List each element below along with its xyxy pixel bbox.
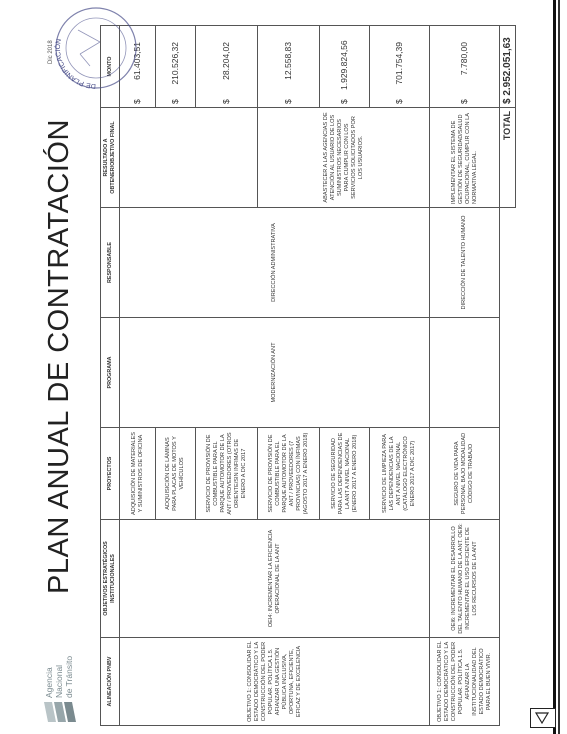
amount-value: 1.929.824,56 [339,40,349,90]
cell-objetivo: OEI6: INCREMENTAR EL DESARROLLO DEL TALENTO HUMANO DE LA ANT. OEI6: INCREMENTAR EL USO EFICIENTE DE LOS RECURSOS DE LA ANT [430,520,500,638]
currency-symbol: $ [132,99,142,104]
cell-monto [430,26,500,108]
cell-proyecto: SERVICIO DE LIMPIEZA PARA LAS DEPENDENCIAS DE LA ANT A NIVEL NACIONAL (CATÁLOGO ELECTRÓNICO ENERO 2017 A DIC 2017) [370,428,430,520]
header-alineacion: ALINEACIÓN PNBV [101,638,120,726]
currency-symbol: $ [283,99,293,104]
cell-responsable: DIRECCIÓN DE TALENTO HUMANO [430,208,500,318]
amount-value: 210.526,32 [170,42,180,85]
table-header-row [101,26,120,726]
total-row [500,26,516,726]
header-proyectos: PROYECTOS [101,428,120,520]
cell-monto [370,26,430,108]
amount-value: 12.558,83 [283,42,293,80]
agency-name-line1: Agencia [44,667,54,698]
cell-proyecto: SERVICIO DE PROVISIÓN DE COMBUSTIBLE PARA EL PARQUE AUTOMOTOR DE LA ANT / PROVEEDORES (OTROS ORIENTE/SIN INFIMAS DE ENERO A DIC 2017 [196,428,258,520]
cell-resultado: IMPLEMENTAR EL SISTEMA DE GESTIÓN DE SEGURIDAD/SALUD OCUPACIONAL, CUMPLIR CON LA NORMATIVA LEGAL. [430,108,500,208]
amount-value: 28.204,02 [221,42,231,80]
contracting-plan-table [100,25,516,726]
cell-alineacion: OBJETIVO 1: CONSOLIDAR EL ESTADO DEMOCRÁTICO Y LA CONSTRUCCIÓN DEL PODER POPULAR. POLÍTICA 1.5. AFIANZAR UNA GESTIÓN PÚBLICA INCLUSIVA, OPORTUNA, EFICIENTE, EFICAZ Y DE EXCELENCIA [120,638,430,726]
cell-monto [196,26,258,108]
agency-name [44,634,74,698]
agency-logo [40,638,100,730]
cell-programa [430,318,500,428]
currency-symbol: $ [459,99,469,104]
amount-value: 7.780,00 [459,42,469,76]
amount-value: 701.754,39 [394,42,404,85]
navigation-arrow-button[interactable] [530,708,556,728]
header-objetivos: OBJETIVOS ESTRATÉGICOS INSTITUCIONALES [101,520,120,638]
stamp-text-path: DE PLANIFICACIÓN [54,38,97,90]
cell-proyecto: ADQUISICIÓN DE LÁMINAS PARA PLACAS DE MOTOS Y VEHÍCULOS [156,428,196,520]
cell-monto [258,26,320,108]
header-monto: MONTO [101,26,120,108]
header-responsable: RESPONSABLE [101,208,120,318]
page-title: PLAN ANUAL DE CONTRATACIÓN [43,119,75,594]
cell-alineacion: OBJETIVO 1: CONSOLIDAR EL ESTADO DEMOCRÁTICO Y LA CONSTRUCCIÓN DEL PODER POPULAR. POLÍTICA 1.5. AFIANZAR LA INSTITUCIONALIDAD DEL ESTADO DEMOCRÁTICO PARA EL BUEN VIVIR. [430,638,500,726]
currency-symbol: $ [339,99,349,104]
cell-resultado-blank [120,108,258,208]
cell-resultado: ABASTECER A LAS AGENCIAS DE ATENCIÓN AL USUARIO DE LOS SUMINISTROS NECESARIOS PARA CUMPLIR CON LOS SERVICIOS SOLICITADOS POR LOS USUARIOS. [258,108,430,208]
cell-monto [156,26,196,108]
ant-logo-icon [42,698,82,726]
currency-symbol: $ [221,99,231,104]
planning-stamp [50,2,142,94]
table-row [120,26,156,726]
amount-value: 61.403,51 [132,42,142,80]
cell-proyecto: ADQUISICIÓN DE MATERIALES Y SUMINISTROS DE OFICINA [120,428,156,520]
cell-objetivo: OEI4: INCREMENTAR LA EFICIENCIA OPERACIONAL DE LA ANT [120,520,430,638]
stamp-text [53,38,96,89]
currency-symbol: $ [394,99,404,104]
cell-programa: MODERNIZACIÓN ANT [120,318,430,428]
header-programa: PROGRAMA [101,318,120,428]
total-label: TOTAL [500,108,516,208]
cell-monto [320,26,370,108]
stamp-date: Dic 2018 [48,40,54,64]
table-row [430,26,500,726]
header-resultado: RESULTADO A OBTENER/OBJETIVO FINAL [101,108,120,208]
cell-proyecto: SEGURO DE VIDA PARA PERSONAL BAJO MODALIDAD CÓDIGO DE TRABAJO [430,428,500,520]
total-spacer [500,208,516,726]
total-amount: $ 2.952.051,63 [500,26,516,108]
currency-symbol: $ [170,99,180,104]
cell-proyecto: SERVICIO DE SEGURIDAD PARA LAS DEPENDENCIAS DE LA ANT A NIVEL NACIONAL (ENERO 2017 A ENERO 2018) [320,428,370,520]
cell-responsable: DIRECCIÓN ADMINISTRATIVA [120,208,430,318]
agency-name-line3: de Tránsito [64,655,74,698]
triangle-left-icon [534,710,550,726]
agency-name-line2: Nacional [54,664,64,698]
cell-proyecto: SERVICIO DE PROVISIÓN DE COMBUSTIBLE PARA EL PARQUE AUTOMOTOR DE LA ANT / PROVEEDORES (7 PROVINCIAS) CON ÍNFIMAS (AGOSTO 2017 A ENERO 2018) [258,428,320,520]
